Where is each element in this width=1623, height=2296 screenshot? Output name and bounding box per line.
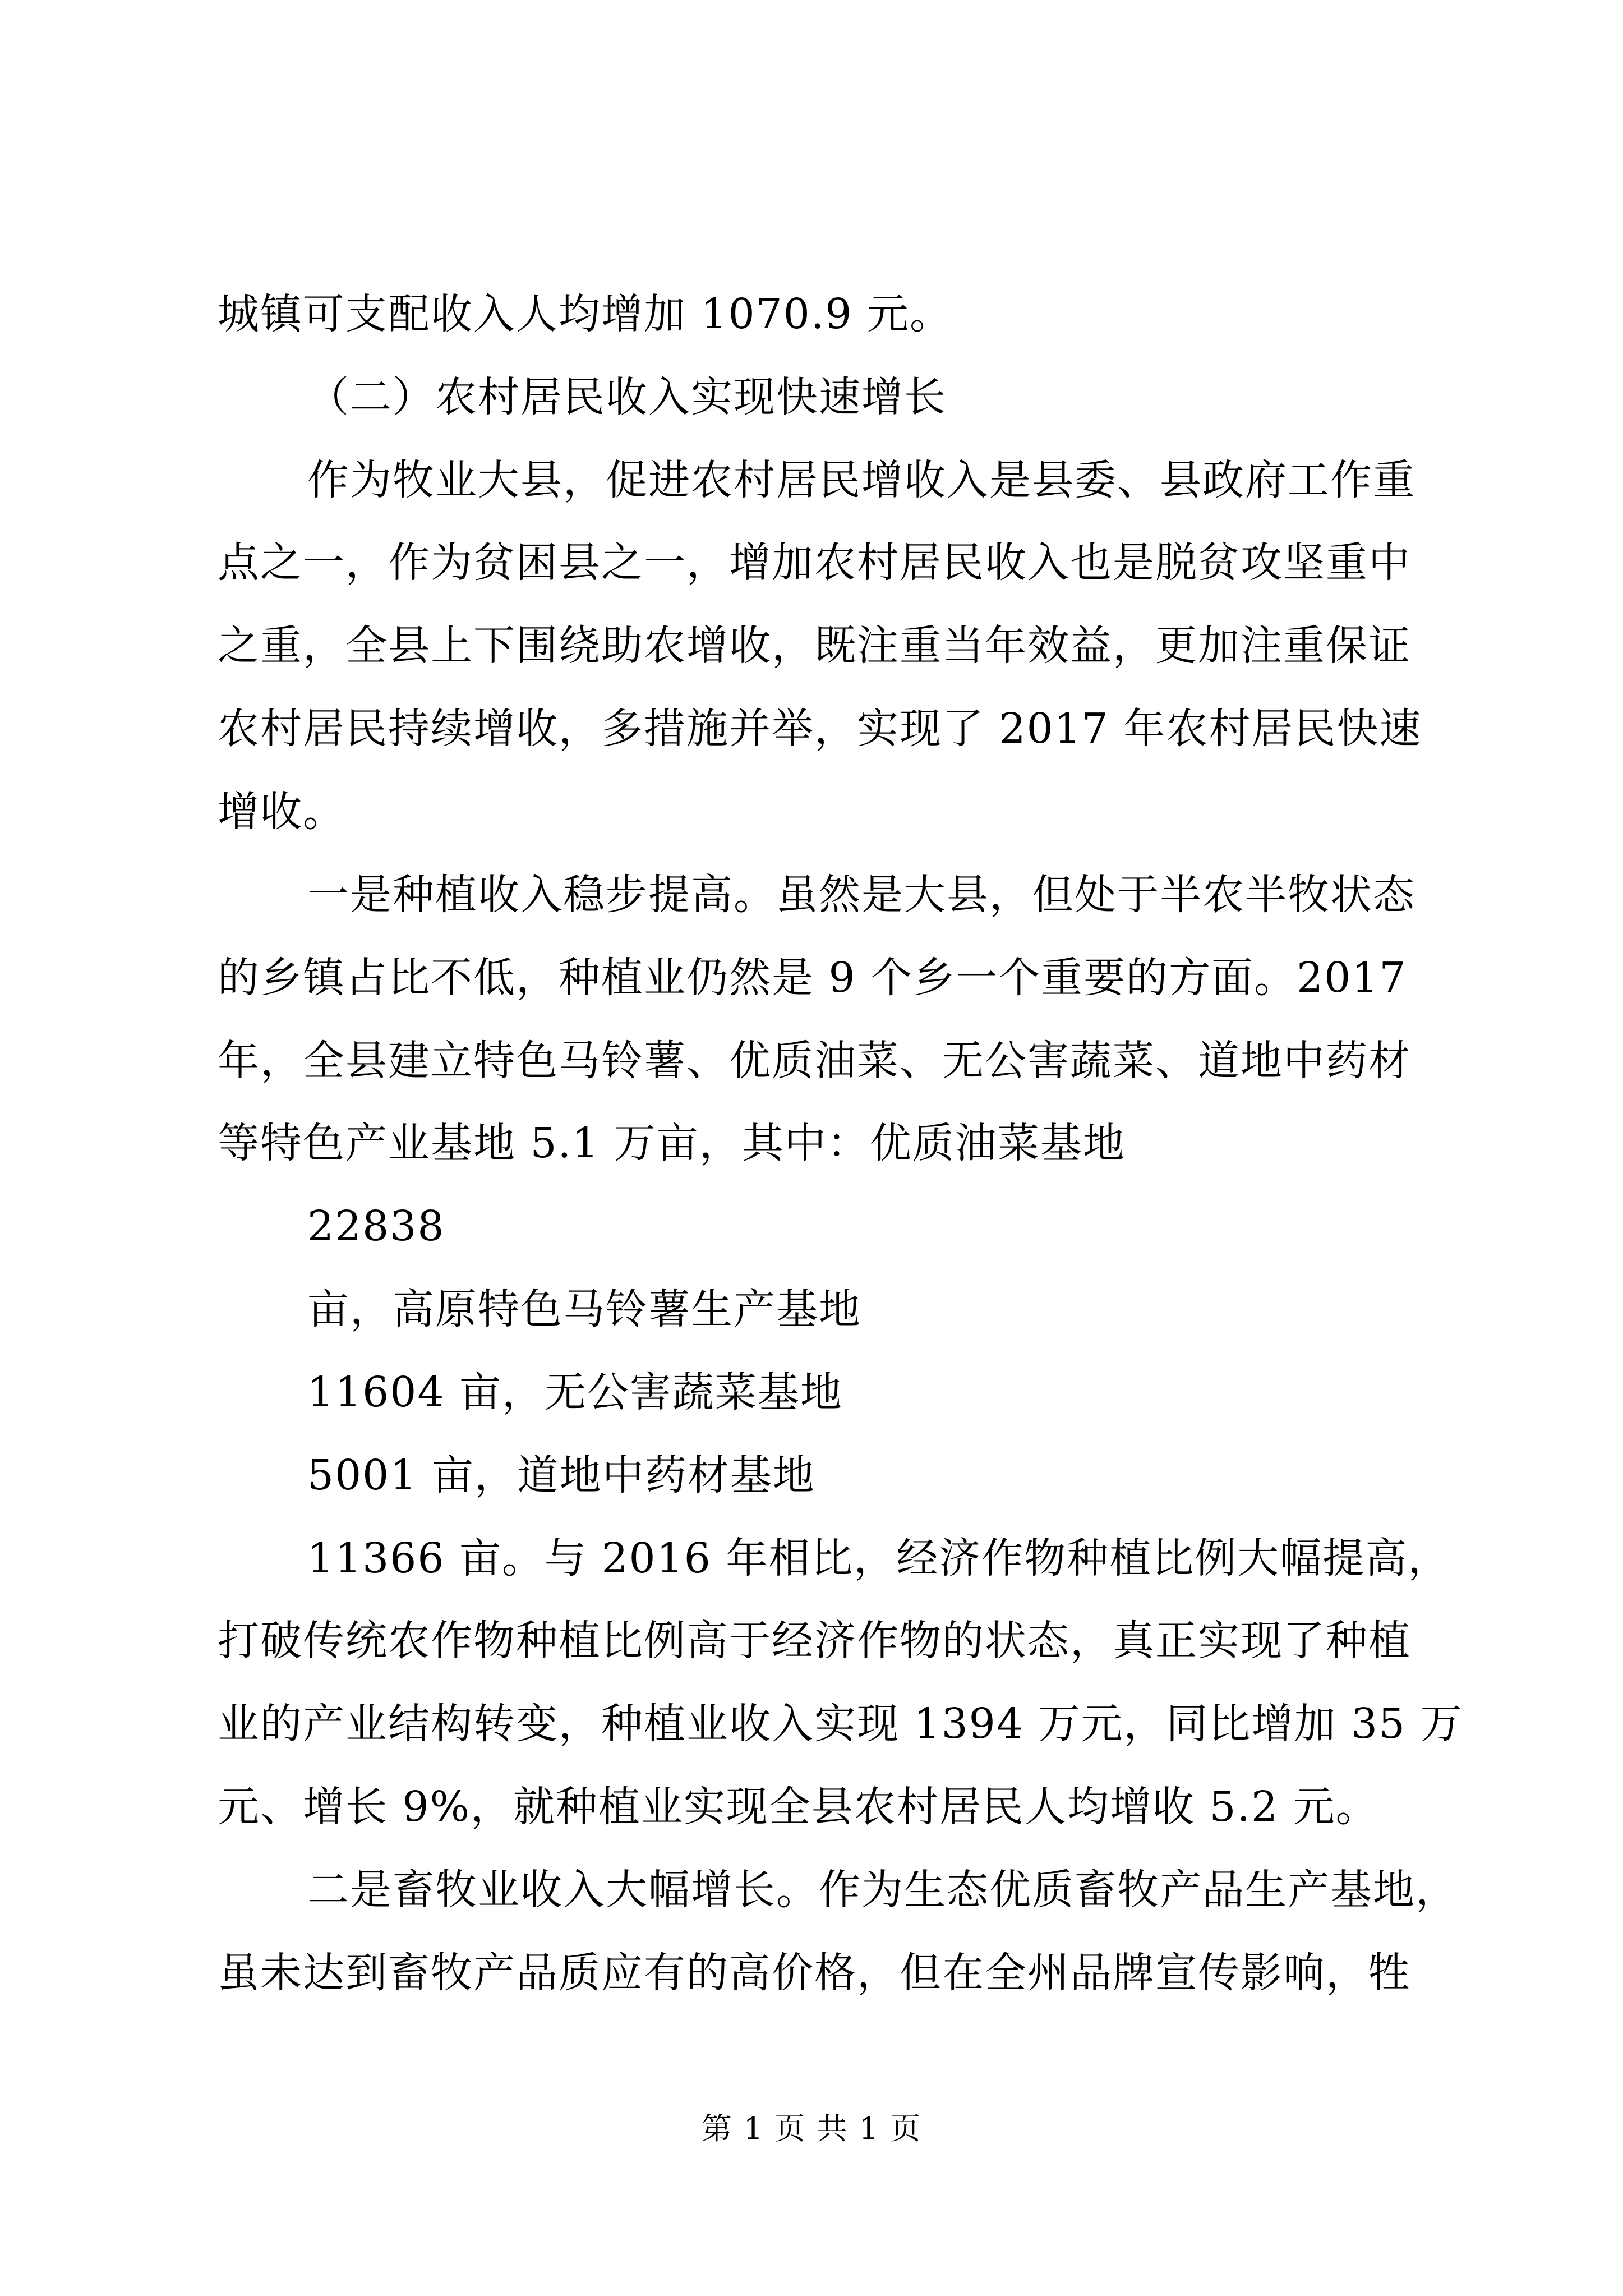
text-line-17: 打破传统农作物种植比例高于经济作物的状态，真正实现了种植 xyxy=(218,1617,1411,1665)
text-line-3: 作为牧业大县，促进农村居民增收入是县委、县政府工作重 xyxy=(307,456,1415,504)
text-line-11: 等特色产业基地 5.1 万亩，其中：优质油菜基地 xyxy=(218,1119,1126,1167)
text-line-14: 11604 亩，无公害蔬菜基地 xyxy=(307,1368,843,1416)
section-heading: （二）农村居民收入实现快速增长 xyxy=(307,373,947,421)
text-line-16: 11366 亩。与 2016 年相比，经济作物种植比例大幅提高， xyxy=(307,1534,1451,1582)
text-line-15: 5001 亩，道地中药材基地 xyxy=(307,1451,815,1499)
page-footer: 第 1 页 共 1 页 xyxy=(701,2111,922,2146)
text-line-21: 虽未达到畜牧产品质应有的高价格，但在全州品牌宣传影响，牲 xyxy=(218,1949,1411,1997)
text-line-20: 二是畜牧业收入大幅增长。作为生态优质畜牧产品生产基地， xyxy=(307,1866,1458,1914)
text-line-13: 亩，高原特色马铃薯生产基地 xyxy=(307,1285,861,1333)
text-line-18: 业的产业结构转变，种植业收入实现 1394 万元，同比增加 35 万 xyxy=(218,1700,1463,1748)
text-line-4: 点之一，作为贫困县之一，增加农村居民收入也是脱贫攻坚重中 xyxy=(218,539,1411,587)
text-line-19: 元、增长 9%，就种植业实现全县农村居民人均增收 5.2 元。 xyxy=(218,1783,1378,1831)
text-line-5: 之重，全县上下围绕助农增收，既注重当年效益，更加注重保证 xyxy=(218,622,1411,670)
text-line-10: 年，全县建立特色马铃薯、优质油菜、无公害蔬菜、道地中药材 xyxy=(218,1037,1411,1085)
text-line-7: 增收。 xyxy=(218,788,345,836)
text-line-6: 农村居民持续增收，多措施并举，实现了 2017 年农村居民快速 xyxy=(218,705,1422,753)
text-line-1: 城镇可支配收入人均增加 1070.9 元。 xyxy=(218,290,952,338)
text-line-12: 22838 xyxy=(307,1202,445,1250)
text-line-8: 一是种植收入稳步提高。虽然是大县，但处于半农半牧状态 xyxy=(307,871,1415,919)
text-line-9: 的乡镇占比不低，种植业仍然是 9 个乡一个重要的方面。2017 xyxy=(218,954,1407,1002)
